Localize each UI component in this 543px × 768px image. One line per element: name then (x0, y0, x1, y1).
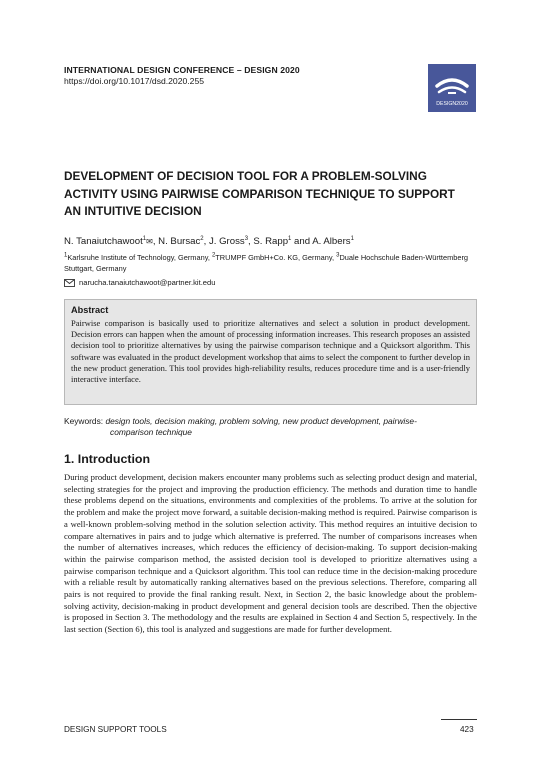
author-name: J. Gross (208, 236, 245, 247)
abstract-heading: Abstract (71, 305, 109, 315)
affiliations (64, 252, 484, 274)
author-sep: , (203, 236, 209, 247)
affil-sup: 2 (211, 252, 216, 259)
keywords-line-1: design tools, decision making, problem solving, new product development, pairwise- (105, 416, 417, 426)
abstract-box (64, 299, 477, 405)
logo-text: DESIGN2020 (436, 101, 468, 107)
author-name: N. Bursac (158, 236, 201, 247)
author-name: S. Rapp (253, 236, 289, 247)
author-sep: , (248, 236, 254, 247)
footer-rule (441, 719, 477, 720)
affil-sup: 1 (64, 252, 68, 259)
footer-section-name: DESIGN SUPPORT TOOLS (64, 725, 167, 734)
section-heading-introduction: 1. Introduction (64, 452, 151, 466)
mail-icon: ✉ (146, 237, 153, 246)
abstract-text: Pairwise comparison is basically used to prioritize alternatives and select a solution in product development. Decision errors can happen when the amount of processing information increases. This research proposes an assisted decision tool to prioritize alternatives by using the pairwise comparison technique and a Quicksort algorithm. This software was evaluated in the product development workshop that aims to select the component to further develop in the new product generation. This tool provides high-reliability results, reduces procedure time and is a user-friendly interactive interface. (71, 318, 470, 385)
author-name: N. Tanaiutchawoot (64, 236, 143, 247)
doi-link[interactable]: https://doi.org/10.1017/dsd.2020.255 (64, 76, 204, 86)
introduction-text: During product development, decision makers encounter many problems such as selecting product design and material, selecting strategies for the project and improving the production efficiency. The methods and duration time to handle these problems depend on the situations, environments and complexities of the problems. To arrive at the solution for the problem and make the project move forward, a suitable decision-making method is required. Pairwise comparison is a well-known problem-solving method in the solution selection activity. This method requires an intuitive decision to compare alternatives in pairs and to judge which alternative is preferred. The number of comparisons increases when the number of alternatives increases, which reduces the efficiency of decision-making. To support decision-making within the pairwise comparison method, the assisted decision tool is developed to prioritize alternatives using a pairwise comparison technique and a Quicksort algorithm. This tool can reduce time in the decision-making procedure with a reliable result by automatically ranking alternatives based on the previous selections. Therefore, comparing all pairs is not required to provide the final ranking result. Next, in Section 2, the basic knowledge about the problem-solving activity, decision-making in product development and general decision tools are described. Then the objective is proposed in Section 3. The methodology and the results are explained in Section 4 and Section 5, respectively. In the last section (Section 6), this tool is analyzed and suggestions are made for further development. (64, 472, 477, 635)
author-affil-sup: 1 (142, 235, 147, 242)
author-affil-sup: 3 (244, 235, 249, 242)
keywords (64, 416, 477, 438)
envelope-icon (64, 279, 75, 287)
page-number: 423 (460, 725, 474, 734)
design2020-logo (428, 64, 476, 112)
author-sep: and (291, 236, 313, 247)
author-name: A. Albers (312, 236, 351, 247)
logo-graphic (428, 64, 476, 112)
affil-text: Karlsruhe Institute of Technology, Germany, (67, 253, 212, 262)
affil-sup: 3 (336, 252, 340, 259)
author-affil-sup: 2 (200, 235, 204, 242)
keywords-label: Keywords: (64, 416, 106, 426)
author-affil-sup: 1 (288, 235, 292, 242)
affil-text: Duale Hochschule Baden-Württemberg Stuttgart, Germany (64, 253, 469, 273)
affil-text: TRUMPF GmbH+Co. KG, Germany, (215, 253, 337, 262)
email-line (64, 278, 215, 287)
keywords-line-2: comparison technique (110, 427, 192, 437)
author-sep: , (152, 236, 159, 247)
author-affil-sup: 1 (350, 235, 354, 242)
author-list (64, 236, 354, 247)
conference-name: INTERNATIONAL DESIGN CONFERENCE – DESIGN 2020 (64, 65, 300, 75)
paper-title: DEVELOPMENT OF DECISION TOOL FOR A PROBLEM-SOLVING ACTIVITY USING PAIRWISE COMPARISON TECHNIQUE TO SUPPORT AN INTUITIVE DECISION (64, 169, 455, 218)
email-address[interactable]: narucha.tanaiutchawoot@partner.kit.edu (79, 278, 216, 287)
